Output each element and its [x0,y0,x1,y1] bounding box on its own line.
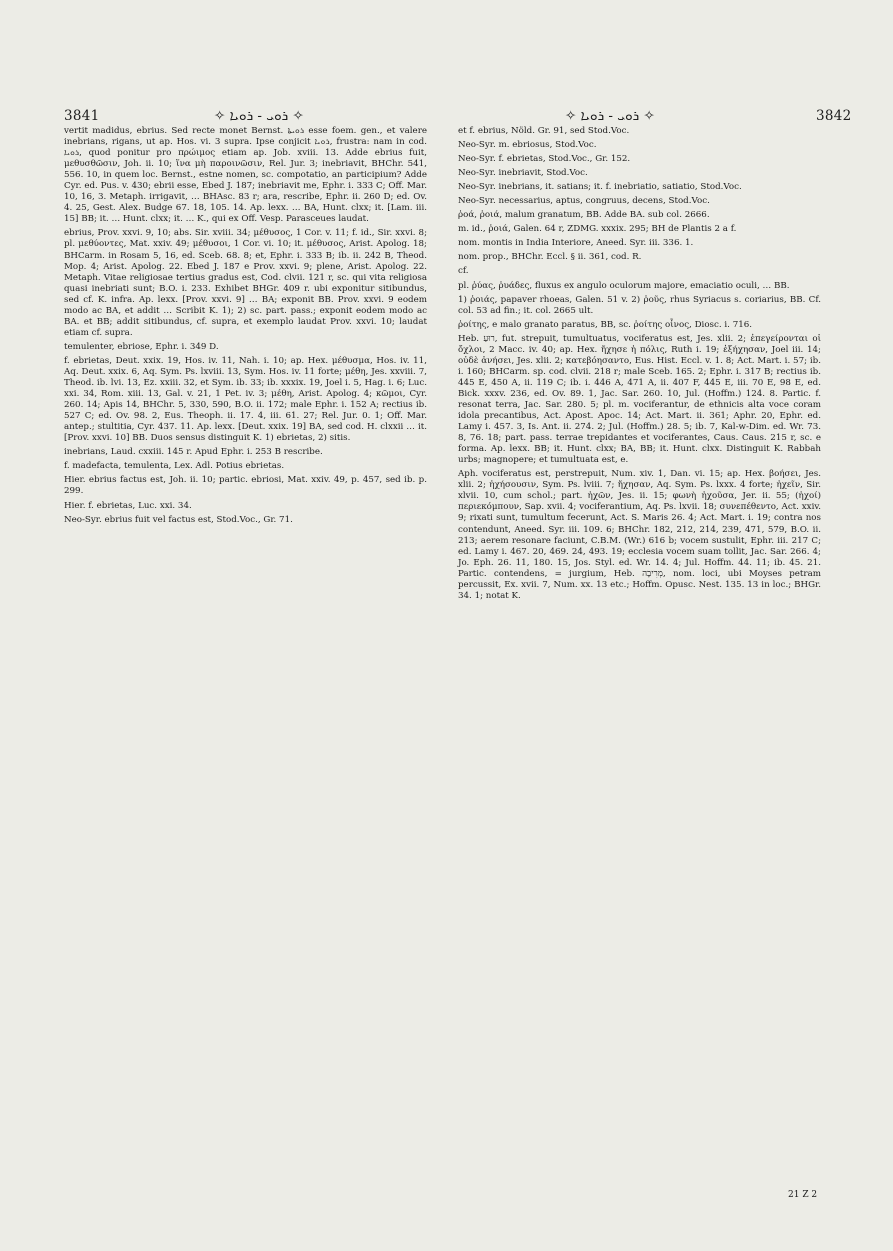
entry-paragraph: f. ebrietas, Deut. xxix. 19, Hos. iv. 11, Nah. i. 10; ap. Hex. μέθυσμα, Hos. iv. 11, Aq. Deut. xxix. 6, Aq. Sym. Ps. lxviii. 13, Sym. Hos. iv. 11 forte; μέθη, Jes. xxviii. 7, Theod. ib. lvi. 13, Ez. xxiii. 32, et Sym. ib. 33; ib. xxxix. 19, Joel i. 5, Hag. i. 6; Luc. xxi. 34, Rom. xiii. 13, Gal. v. 21, 1 Pet. iv. 3; μέθη, Arist. Apolog. 4; κῶμοι, Cyr. 260. 14; Apis 14, BHChr. 5, 330, 590, B.O. ii. 172; male Ephr. i. 152 A; rectius ib. 527 C; ed. Ov. 98. 2, Eus. Theoph. ii. 17. 4, iii. 61. 27; Rel. Jur. 0. 1; Off. Mar. antep.; stultitia, Cyr. 437. 11. Ap. lexx. [Deut. xxix. 19] BA, sed cod. H. clxxii … it. [Prov. xxvi. 10] BB. Duos sensus distinguit K. 1) ebrietas, 2) sitis. [64,355,427,444]
entry-paragraph: nom. prop., BHChr. Eccl. § ii. 361, cod. R. [458,252,642,263]
entry-paragraph: inebrians, Laud. cxxiii. 145 r. Apud Ephr. i. 253 B rescribe. [64,447,323,458]
left-running-head: ✧ ܪܘܝ - ܪܘܝܐ ✧ [214,108,304,124]
entry-paragraph: Neo-Syr. m. ebriosus, Stod.Voc. [458,140,597,151]
entry-paragraph: ῥοίτης, e malo granato paratus, BB, sc. ῥοίτης οἶνος, Diosc. i. 716. [458,319,753,330]
entry-paragraph: ebrius, Prov. xxvi. 9, 10; abs. Sir. xviii. 34; μέθυσος, 1 Cor. v. 11; f. id., Sir. xxvi. 8; pl. μεθύοντες, Mat. xxiv. 49; μέθυσοι, 1 Cor. vi. 10; it. μέθυσος, Arist. Apolog. 18; BHCarm. in Rosam 5, 16, ed. Sceb. 68. 8; et, Ephr. i. 333 B; ib. ii. 242 B, Theod. Mop. 4; Arist. Apolog. 22. Ebed J. 187 e Prov. xxvi. 9; plene, Arist. Apolog. 22. Metaph. Vitae religiosae tertius gradus est, Cod. clvii. 121 r, sc. qui vita religiosa quasi inebriati sunt; B.O. i. 233. Exhibet BHGr. 409 r. ubi exponitur sitibundus, sed cf. K. infra. Ap. lexx. [Prov. xxvi. 9] … BA; exponit BB. Prov. xxvi. 9 eodem modo ac BA, et addit … Scribit K. 1); 2) sc. part. pass.; exponit eodem modo ac BA. et BB; addit sitibundus, cf. supra, et exemplo laudat Prov. xxvi. 10; laudat etiam cf. supra. [64,228,427,338]
entry-paragraph: et f. ebrius, Nöld. Gr. 91, sed Stod.Voc. [458,126,630,136]
signature-mark: 21 Z 2 [788,1190,818,1200]
entry-paragraph: cf. [458,266,469,277]
entry-paragraph: Neo-Syr. inebriavit, Stod.Voc. [458,168,588,179]
entry-paragraph: m. id., ῥοιά, Galen. 64 r, ZDMG. xxxix. 295; BH de Plantis 2 a f. [458,224,737,235]
left-column [64,126,427,529]
entry-paragraph: Aph. vociferatus est, perstrepuit, Num. xiv. 1, Dan. vi. 15; ap. Hex. βοήσει, Jes. xlii. 2; ἠχήσουσιν, Sym. Ps. lviii. 7; ἤχησαν, Aq. Sym. Ps. lxxx. 4 forte; ἠχεῖν, Sir. xlvii. 10, cum schol.; part. ἠχῶν, Jes. ii. 15; φωνὴ ἠχοῦσα, Jer. ii. 55; (ἠχοί) περιεκόμπουν, Sap. xvii. 4; vociferantium, Aq. Ps. lxvii. 18; συνεπέθεντο, Act. xxiv. 9; rixati sunt, tumultum fecerunt, Act. S. Maris 26. 4; Act. Mart. i. 19; contra nos contendunt, Aneed. Syr. iii. 109. 6; BHChr. 182, 212, 214, 239, 471, 579, B.O. ii. 213; aerem resonare faciunt, C.B.M. (Wr.) 616 b; vocem sustulit, Ephr. iii. 217 C; ed. Lamy i. 467. 20, 469. 24, 493. 19; ecclesia vocem suam tollit, Jac. Sar. 266. 4; Jo. Eph. 26. 11, 180. 15, Jos. Styl. ed. Wr. 14. 4; Jul. Hoffm. 44. 11; ib. 45. 21. Partic. contendens, = jurgium, Heb. מְרִיבָה, nom. loci, ubi Moyses petram percussit, Ex. xvii. 7, Num. xx. 13 etc.; Hoffm. Opusc. Nest. 135. 13 in loc.; BHGr. 34. 1; notat K. [458,469,821,601]
right-page-number: 3842 [816,108,852,124]
entry-paragraph: ῥοά, ῥοιά, malum granatum, BB. Adde BA. sub col. 2666. [458,210,710,221]
entry-paragraph: Neo-Syr. ebrius fuit vel factus est, Stod.Voc., Gr. 71. [64,514,293,525]
entry-paragraph: f. madefacta, temulenta, Lex. Adl. Potius ebrietas. [64,461,285,472]
entry-paragraph: nom. montis in India Interiore, Aneed. Syr. iii. 336. 1. [458,238,694,249]
entry-paragraph: Neo-Syr. necessarius, aptus, congruus, decens, Stod.Voc. [458,196,710,207]
right-running-head: ✧ ܪܘܝ - ܪܘܝܐ ✧ [565,108,655,124]
entry-paragraph: 1) ῥοιάς, papaver rhoeas, Galen. 51 v. 2) ῥοῦς, rhus Syriacus s. coriarius, BB. Cf. col. 53 ad fin.; it. col. 2665 ult. [458,294,821,316]
right-column [458,126,821,605]
entry-paragraph: Neo-Syr. f. ebrietas, Stod.Voc., Gr. 152. [458,154,631,165]
entry-paragraph: Heb. רוּעַ, fut. strepuit, tumultuatus, vociferatus est, Jes. xlii. 2; ἐπεγείρονται οἱ ὄχλοι, 2 Macc. iv. 40; ap. Hex. ἤχησε ἡ πόλις, Ruth i. 19; ἐξήχησαν, Joel iii. 14; οὐδὲ ἀνήσει, Jes. xlii. 2; κατεβόησαντο, Eus. Hist. Eccl. v. 1. 8; Act. Mart. i. 57; ib. i. 160; BHCarm. sp. cod. clvii. 218 r; male Sceb. 165. 2; Ephr. i. 317 B; rectius ib. 445 E, 450 A, ii. 119 C; ib. i. 446 A, 471 A, ii. 407 F, 445 E, iii. 70 E, 98 E, ed. Bick. xxxv. 236, ed. Ov. 89. 1, Jac. Sar. 260. 10, Jul. (Hoffm.) 124. 8. Partic. f. resonat terra, Jac. Sar. 280. 5; pl. m. vociferantur, de ethnicis alta voce coram idola precantibus, Act. Apost. Apoc. 14; Act. Mart. ii. 361; Aphr. 20, Ephr. ed. Lamy i. 457. 3, Is. Ant. ii. 274. 2; Jul. (Hoffm.) 28. 5; ib. 7, Kal-w-Dim. ed. Wr. 73. 8, 76. 18; part. pass. terrae trepidantes et vociferantes, Caus. Caus. 215 r, sc. e forma. Ap. lexx. BB; it. Hunt. clxx; BA, BB; it. Hunt. clxx. Distinguit K. Rabbah urbs; magnopere; et tumultuata est, e. [458,333,822,466]
entry-paragraph: pl. ῥύας, ῥυάδες, fluxus ex angulo oculorum majore, emaciatio oculi, … BB. [458,280,790,291]
entry-paragraph: Hier. f. ebrietas, Luc. xxi. 34. [64,500,192,511]
left-page-number: 3841 [64,108,100,124]
entry-paragraph: vertit madidus, ebrius. Sed recte monet Bernst. ܪܘܝܬܐ esse foem. gen., et valere inebrians, rigans, ut ap. Hos. vi. 3 supra. Ipse conjicit ܪܘܝܐ, frustra: nam in cod. ܪܘܝܐ, quod ponitur pro πρώιμος etiam ap. Job. xviii. 13. Adde ebrius fuit, μεθυσθῶσιν, Joh. ii. 10; ἵνα μὴ παροινῶσιν, Rel. Jur. 3; inebriavit, BHChr. 541, 556. 10, in quem loc. Bernst., estne nomen, sc. compotatio, an participium? Adde Cyr. ed. Pus. v. 430; ebrii esse, Ebed J. 187; inebriavit me, Ephr. i. 333 C; Off. Mar. 10, 16, 3. Metaph. irrigavit, … BHAsc. 83 r; ara, rescribe, Ephr. ii. 260 D; ed. Ov. 4. 25, Gest. Alex. Budge 67. 18, 105. 14. Ap. lexx. … BA, Hunt. clxx; it. [Lam. iii. 15] BB; it. … Hunt. clxx; it. … K., qui ex Off. Vesp. Parasceues laudat. [64,126,427,225]
entry-paragraph: Hier. ebrius factus est, Joh. ii. 10; partic. ebriosi, Mat. xxiv. 49, p. 457, sed ib. p. 299. [64,475,427,497]
entry-paragraph: Neo-Syr. inebrians, it. satians; it. f. inebriatio, satiatio, Stod.Voc. [458,182,742,193]
entry-paragraph: temulenter, ebriose, Ephr. i. 349 D. [64,341,219,352]
